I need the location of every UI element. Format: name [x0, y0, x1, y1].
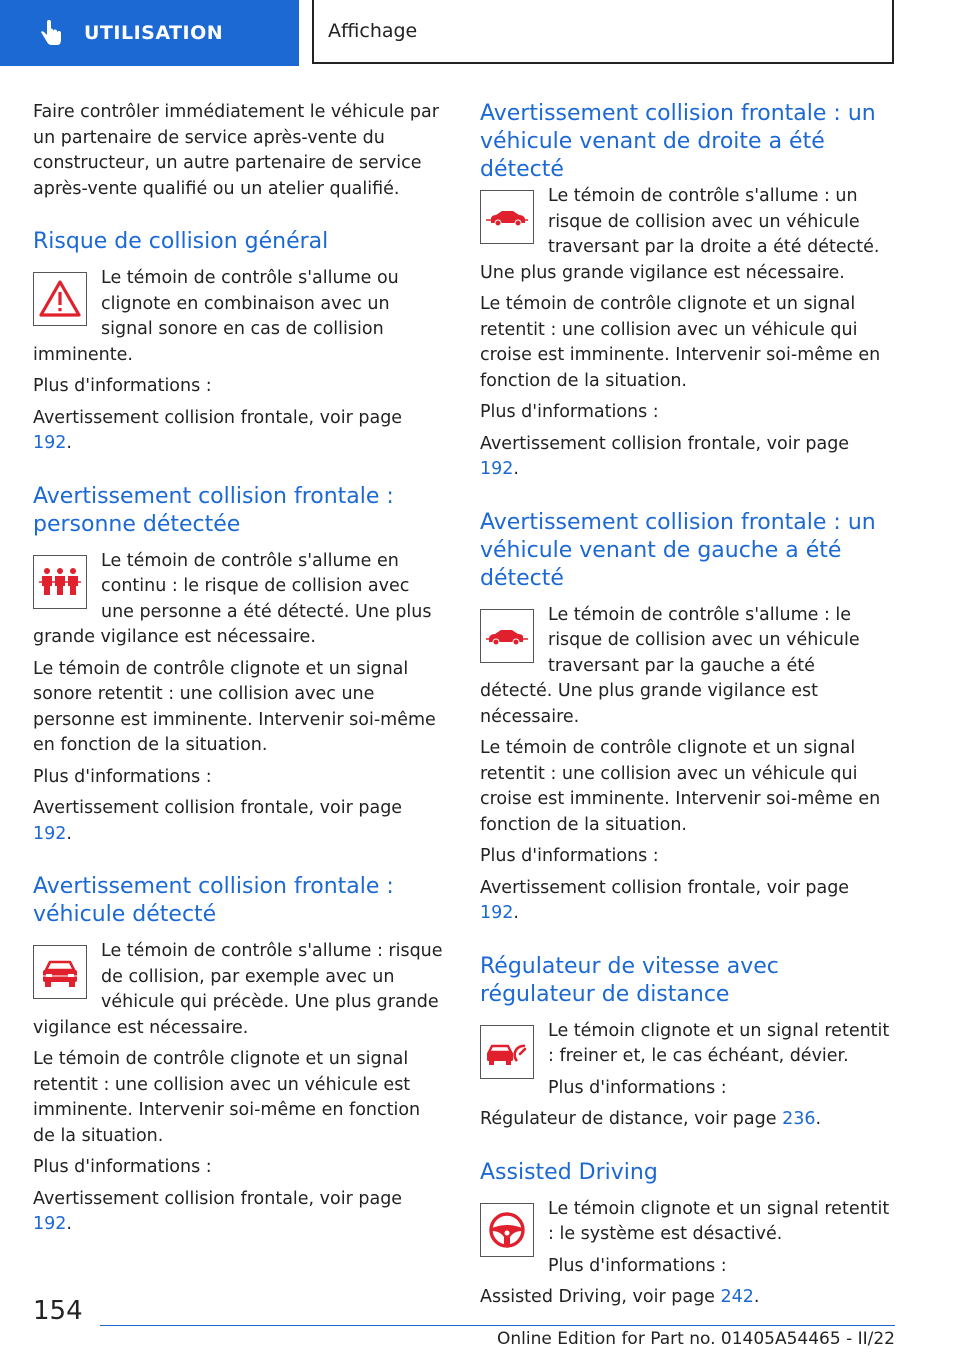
page-link[interactable]: 242 — [720, 1287, 754, 1307]
more-info: Plus d'informations : — [548, 1077, 727, 1098]
body-text: Le témoin de contrôle s'allume ou clignote en combinaison avec un signal sonore en cas de collision imminente. — [33, 268, 399, 365]
section-cruise-control — [480, 953, 890, 1133]
body-text: Le témoin de contrôle s'allume : un risque de collision avec un véhicule traversant par la droite a été détecté. Une plus grande vigilance est nécessaire. — [480, 186, 880, 283]
page-reference: Régulateur de distance, voir page 236. — [480, 1109, 822, 1129]
body-text: Le témoin de contrôle s'allume en continu : le risque de collision avec une personne a été détecté. Une plus grande vigilance est nécessaire. — [33, 550, 432, 647]
body-text: Le témoin de contrôle clignote et un signal retentit : une collision avec un véhicule est imminente. Intervenir soi-même en fonction de la situation. — [33, 1049, 421, 1146]
section-assisted-driving — [480, 1159, 890, 1311]
intro-paragraph: Faire contrôler immédiatement le véhicule par un partenaire de service après-vente du constructeur, un autre partenaire de service après-vente qualifié ou un atelier qualifié. — [33, 102, 439, 199]
body-text: Le témoin clignote et un signal retentit : freiner et, le cas échéant, dévier. — [548, 1020, 890, 1066]
body-text: Le témoin de contrôle s'allume : risque de collision, par exemple avec un véhicule qui précède. Une plus grande vigilance est nécessaire. — [33, 941, 443, 1038]
body-text: Le témoin de contrôle clignote et un signal sonore retentit : une collision avec une personne est imminente. Intervenir soi-même en fonction de la situation. — [33, 658, 436, 755]
body-text: Le témoin de contrôle clignote et un signal retentit : une collision avec un véhicule qui croise est imminente. Intervenir soi-même en fonction de la situation. — [480, 294, 881, 391]
page-reference: Avertissement collision frontale, voir page 192. — [480, 433, 850, 479]
steering-wheel-icon — [480, 1203, 534, 1257]
car-front-icon — [33, 945, 87, 999]
section-general-collision — [33, 228, 443, 457]
car-side-icon — [480, 609, 534, 663]
more-info: Plus d'informations : — [33, 1157, 212, 1177]
section-vehicle-from-left — [480, 509, 890, 927]
section-person-detected — [33, 483, 443, 848]
body-text: Le témoin de contrôle clignote et un signal retentit : une collision avec un véhicule qui croise est imminente. Intervenir soi-même en fonction de la situation. — [480, 738, 881, 835]
edition-text: Online Edition for Part no. 01405A54465 - II/22 — [496, 1329, 895, 1349]
page-reference: Assisted Driving, voir page 242. — [480, 1287, 760, 1307]
page-link[interactable]: 192 — [33, 823, 67, 844]
section-title: Avertissement collision frontale : un véhicule venant de gauche a été détecté — [480, 509, 876, 591]
section-title: Avertissement collision frontale : personne détectée — [33, 483, 394, 537]
page-header — [0, 0, 960, 66]
page-reference: Avertissement collision frontale, voir page 192. — [33, 1188, 403, 1234]
distance-control-icon — [480, 1025, 534, 1079]
section-title: Avertissement collision frontale : véhicule détecté — [33, 874, 394, 927]
car-side-icon — [480, 190, 534, 244]
topic-label: Affichage — [328, 20, 418, 42]
body-text: Le témoin de contrôle s'allume : le risque de collision avec un véhicule traversant par la gauche a été détecté. Une plus grande vigilance est nécessaire. — [480, 604, 860, 727]
more-info: Plus d'informations : — [548, 1255, 727, 1276]
page-link[interactable]: 192 — [33, 433, 67, 453]
section-label: UTILISATION — [84, 22, 224, 44]
page-reference: Avertissement collision frontale, voir page 192. — [480, 877, 850, 923]
section-title: Risque de collision général — [33, 229, 329, 254]
section-title: Régulateur de vitesse avec régulateur de distance — [480, 953, 779, 1007]
more-info: Plus d'informations : — [33, 376, 212, 396]
more-info: Plus d'informations : — [480, 846, 659, 866]
topic-tab — [312, 0, 894, 64]
body-text: Le témoin clignote et un signal retentit : le système est désactivé. — [548, 1198, 890, 1244]
right-column — [480, 100, 890, 1317]
footer-divider — [100, 1325, 895, 1326]
page-reference: Avertissement collision frontale, voir page 192. — [33, 798, 403, 844]
page-reference: Avertissement collision frontale, voir page 192. — [33, 407, 403, 453]
page-number: 154 — [33, 1296, 83, 1326]
page-link[interactable]: 192 — [480, 903, 514, 923]
page-link[interactable]: 192 — [33, 1214, 67, 1234]
section-vehicle-from-right — [480, 100, 890, 483]
warning-triangle-icon — [33, 272, 87, 326]
page-link[interactable]: 192 — [480, 459, 514, 479]
section-title: Assisted Driving — [480, 1159, 658, 1185]
more-info: Plus d'informations : — [480, 402, 659, 422]
page-link[interactable]: 236 — [782, 1109, 816, 1129]
section-tab — [0, 0, 299, 66]
left-column — [33, 100, 443, 1244]
hand-pointer-icon — [36, 18, 66, 48]
section-vehicle-detected — [33, 873, 443, 1238]
section-title: Avertissement collision frontale : un véhicule venant de droite a été détecté — [480, 101, 876, 182]
pedestrians-icon — [33, 555, 87, 609]
more-info: Plus d'informations : — [33, 766, 212, 787]
